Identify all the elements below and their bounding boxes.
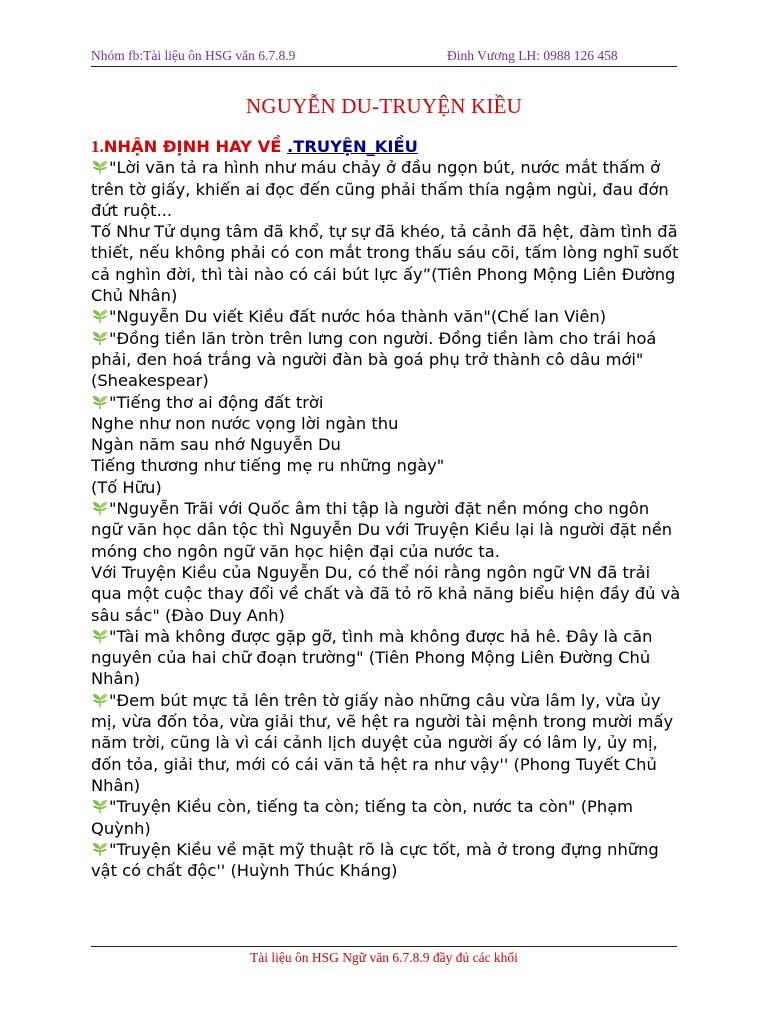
section-label: NHẬN ĐỊNH HAY VỀ xyxy=(103,137,288,156)
quote-item xyxy=(91,690,681,796)
quote-line xyxy=(91,796,681,839)
quote-text: "Nguyễn Du viết Kiều đất nước hóa thành văn"(Chế lan Viên) xyxy=(109,307,607,327)
header-contact: Đinh Vương LH: 0988 126 458 xyxy=(447,48,618,63)
quote-line xyxy=(91,413,681,434)
quote-line xyxy=(91,477,681,498)
page-footer: Tài liệu ôn HSG Ngữ văn 6.7.8.9 đầy đủ các khối xyxy=(91,946,677,966)
leaf-icon xyxy=(91,500,109,516)
quote-line xyxy=(91,221,681,306)
quote-item xyxy=(91,306,681,327)
quote-text: "Đem bút mực tả lên trên tờ giấy nào những câu vừa lâm ly, vừa ủy mị, vừa đốn tỏa, vừa giải thư, vẽ hệt ra người tài mệnh trong mười mấy năm trời, cũng là vì cái cảnh lịch duyệt của người ấy có lâm ly, ủy mị, đốn tỏa, giải thư, mới có cái văn tả hệt ra như vậy'' (Phong Tuyết Chủ Nhân) xyxy=(91,690,674,795)
document-body xyxy=(91,136,681,881)
quote-text: Ngàn năm sau nhớ Nguyễn Du xyxy=(91,435,341,455)
leaf-icon xyxy=(91,159,109,175)
quote-item xyxy=(91,498,681,626)
leaf-icon xyxy=(91,308,109,324)
quote-text: (Tố Hữu) xyxy=(91,477,162,497)
section-number: 1. xyxy=(91,137,104,156)
quote-item xyxy=(91,626,681,690)
leaf-icon xyxy=(91,394,109,410)
section-heading xyxy=(91,136,681,157)
quote-text: "Đồng tiền lăn tròn trên lưng con người. Đồng tiền làm cho trái hoá phải, đen hoá trắng và người đàn bà goá phụ trở thành cô dâu mới" (Sheakespear) xyxy=(91,328,657,391)
quote-text: Tiếng thương như tiếng mẹ ru những ngày" xyxy=(91,456,445,476)
leaf-icon xyxy=(91,692,109,708)
leaf-icon xyxy=(91,841,109,857)
quote-text: Nghe như non nước vọng lời ngàn thu xyxy=(91,413,399,433)
quote-text: Với Truyện Kiều của Nguyễn Du, có thể nói rằng ngôn ngữ VN đã trải qua một cuộc thay đổi về chất và đã tỏ rõ khả năng biểu hiện đầy đủ và sâu sắc" (Đào Duy Anh) xyxy=(91,562,681,625)
quote-item xyxy=(91,157,681,306)
quote-list xyxy=(91,157,681,881)
quote-line xyxy=(91,328,681,392)
quote-line xyxy=(91,434,681,455)
quote-text: "Truyện Kiều về mặt mỹ thuật rõ là cực tốt, mà ở trong đựng những vật có chất độc'' (Huỳnh Thúc Kháng) xyxy=(91,839,659,881)
quote-line xyxy=(91,455,681,476)
quote-line xyxy=(91,498,681,562)
leaf-icon xyxy=(91,798,109,814)
header-group-name: Nhóm fb:Tài liệu ôn HSG văn 6.7.8.9 xyxy=(91,48,296,63)
quote-text: "Tiếng thơ ai động đất trời xyxy=(109,392,324,412)
quote-line xyxy=(91,839,681,882)
page-header xyxy=(91,47,677,67)
quote-line xyxy=(91,157,681,221)
quote-text: "Truyện Kiều còn, tiếng ta còn; tiếng ta còn, nước ta còn" (Phạm Quỳnh) xyxy=(91,797,634,838)
quote-line xyxy=(91,562,681,626)
quote-item xyxy=(91,328,681,392)
quote-item xyxy=(91,392,681,498)
quote-item xyxy=(91,839,681,882)
quote-line xyxy=(91,626,681,690)
quote-line xyxy=(91,690,681,796)
quote-item xyxy=(91,796,681,839)
quote-text: "Lời văn tả ra hình như máu chảy ở đầu ngọn bút, nước mắt thấm ở trên tờ giấy, khiến ai đọc đến cũng phải thấm thía ngậm ngùi, đau đớn đứt ruột... xyxy=(91,158,669,220)
page-title: NGUYỄN DU-TRUYỆN KIỀU xyxy=(246,94,522,118)
quote-line xyxy=(91,392,681,413)
quote-text: "Tài mà không được gặp gỡ, tình mà không được hả hê. Đây là căn nguyên của hai chữ đoạn trường" (Tiên Phong Mộng Liên Đường Chủ Nhân) xyxy=(91,626,653,689)
leaf-icon xyxy=(91,628,109,644)
leaf-icon xyxy=(91,330,109,346)
quote-text: Tố Như Tử dụng tâm đã khổ, tự sự đã khéo, tả cảnh đã hệt, đàm tình đã thiết, nếu không phải có con mắt trong thấu sáu cõi, tấm lòng nghĩ suốt cả nghìn đời, thì tài nào có cái bút lực ấy”(Tiên Phong Mộng Liên Đường Chủ Nhân) xyxy=(91,222,679,306)
quote-line xyxy=(91,306,681,327)
section-link[interactable]: .TRUYỆN_KIỀU xyxy=(287,137,418,156)
quote-text: "Nguyễn Trãi với Quốc âm thi tập là người đặt nền móng cho ngôn ngữ văn học dân tộc thì Nguyễn Du với Truyện Kiều lại là người đặt nền móng cho ngôn ngữ văn học hiện đại của nước ta. xyxy=(91,499,673,561)
